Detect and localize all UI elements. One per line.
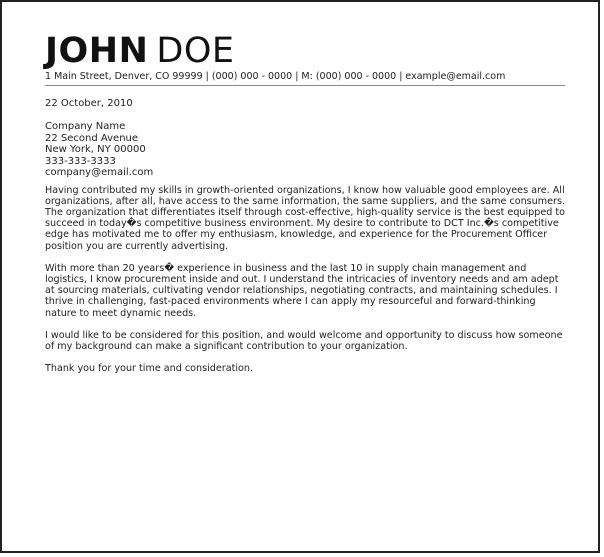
body-paragraph-3: I would like to be considered for this position, and would welcome and opportunity to discuss how someone of my background can make a significant contribution to your organization. <box>45 329 563 352</box>
sender-name <box>45 32 565 70</box>
recipient-email: company@email.com <box>45 167 154 178</box>
recipient-city: New York, NY 00000 <box>45 144 146 155</box>
recipient-address-block <box>45 121 565 179</box>
closing-paragraph: Thank you for your time and consideration. <box>45 363 253 375</box>
sender-last-name: DOE <box>156 31 235 71</box>
body-paragraph-2: With more than 20 years� experience in business and the last 10 in supply chain management and logistics, I know procurement inside and out. I understand the intricacies of inventory needs and am adept at sourcing materials, cultivating vendor relationships, negotiating contracts, and maintaining schedules. I thrive in challenging, fast-paced environments where I can apply my resourceful and forward-thinking nature to meet dynamic needs. <box>45 262 559 319</box>
recipient-street: 22 Second Avenue <box>45 132 139 144</box>
letter-date: 22 October, 2010 <box>45 98 133 109</box>
header-divider <box>45 85 565 86</box>
recipient-company: Company Name <box>45 121 126 132</box>
recipient-phone: 333-333-3333 <box>45 155 116 167</box>
body-paragraph-1: Having contributed my skills in growth-oriented organizations, I know how valuable good employees are. All organizations, after all, have access to the same information, the same suppliers, and the same consumers. The organization that differentiates itself through cost-effective, high-quality service is the best equipped to succeed in today�s competitive business environment. My desire to contribute to DCT Inc.�s competitive edge has motivated me to offer my enthusiasm, knowledge, and experience for the Procurement Officer position you are currently advertising. <box>45 184 566 252</box>
letter-content <box>45 32 565 374</box>
sender-contact-line: 1 Main Street, Denver, CO 99999 | (000) 000 - 0000 | M: (000) 000 - 0000 | example@email.com <box>45 71 506 82</box>
sender-first-name: JOHN <box>45 31 149 71</box>
